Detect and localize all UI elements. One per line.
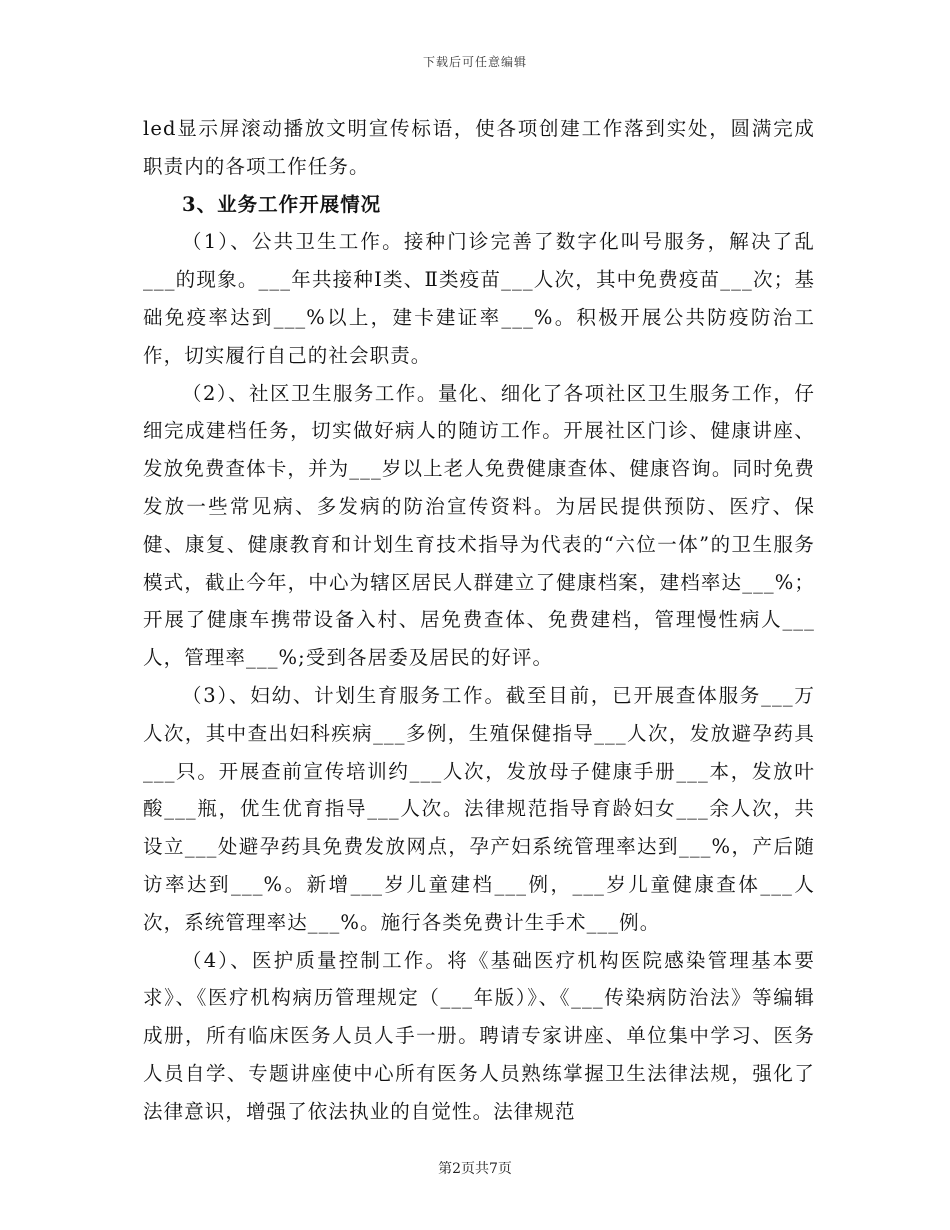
page-footer: 第2页共7页	[438, 1161, 512, 1177]
page-header: 下载后可任意编辑	[422, 55, 527, 69]
document-body	[143, 110, 815, 1131]
section-heading: 3、业务工作开展情况	[182, 192, 382, 216]
paragraph-public-health: （1）、公共卫生工作。接种门诊完善了数字化叫号服务，解决了乱___的现象。___年共接种Ⅰ类、Ⅱ类疫苗___人次，其中免费疫苗___次；基础免疫率达到___%以上，建卡建证率___%。积极开展公共防疫防治工作，切实履行自己的社会职责。	[143, 230, 815, 367]
paragraph-maternal-child: （3）、妇幼、计划生育服务工作。截至目前，已开展查体服务___万人次，其中查出妇科疾病___多例，生殖保健指导___人次，发放避孕药具___只。开展查前宣传培训约___人次，发放母子健康手册___本，发放叶酸___瓶，优生优育指导___人次。法律规范指导育龄妇女___余人次，共设立___处避孕药具免费发放网点，孕产妇系统管理率达到___%，产后随访率达到___%。新增___岁儿童建档___例，___岁儿童健康查体___人次，系统管理率达___%。施行各类免费计生手术___例。	[143, 683, 815, 934]
paragraph-community-health: （2）、社区卫生服务工作。量化、细化了各项社区卫生服务工作，仔细完成建档任务，切实做好病人的随访工作。开展社区门诊、健康讲座、发放免费查体卡，并为___岁以上老人免费健康查体、健康咨询。同时免费发放一些常见病、多发病的防治宣传资料。为居民提供预防、医疗、保健、康复、健康教育和计划生育技术指导为代表的“六位一体”的卫生服务模式，截止今年，中心为辖区居民人群建立了健康档案，建档率达___%；开展了健康车携带设备入村、居免费查体、免费建档，管理慢性病人___人，管理率___%;受到各居委及居民的好评。	[143, 381, 815, 670]
paragraph-continued: led显示屏滚动播放文明宣传标语，使各项创建工作落到实处，圆满完成职责内的各项工作任务。	[143, 117, 815, 178]
paragraph-quality-control: （4）、医护质量控制工作。将《基础医疗机构医院感染管理基本要求》、《医疗机构病历管理规定（___年版）》、《___传染病防治法》等编辑成册，所有临床医务人员人手一册。聘请专家讲座、单位集中学习、医务人员自学、专题讲座使中心所有医务人员熟练掌握卫生法律法规，强化了法律意识，增强了依法执业的自觉性。法律规范	[143, 948, 815, 1123]
